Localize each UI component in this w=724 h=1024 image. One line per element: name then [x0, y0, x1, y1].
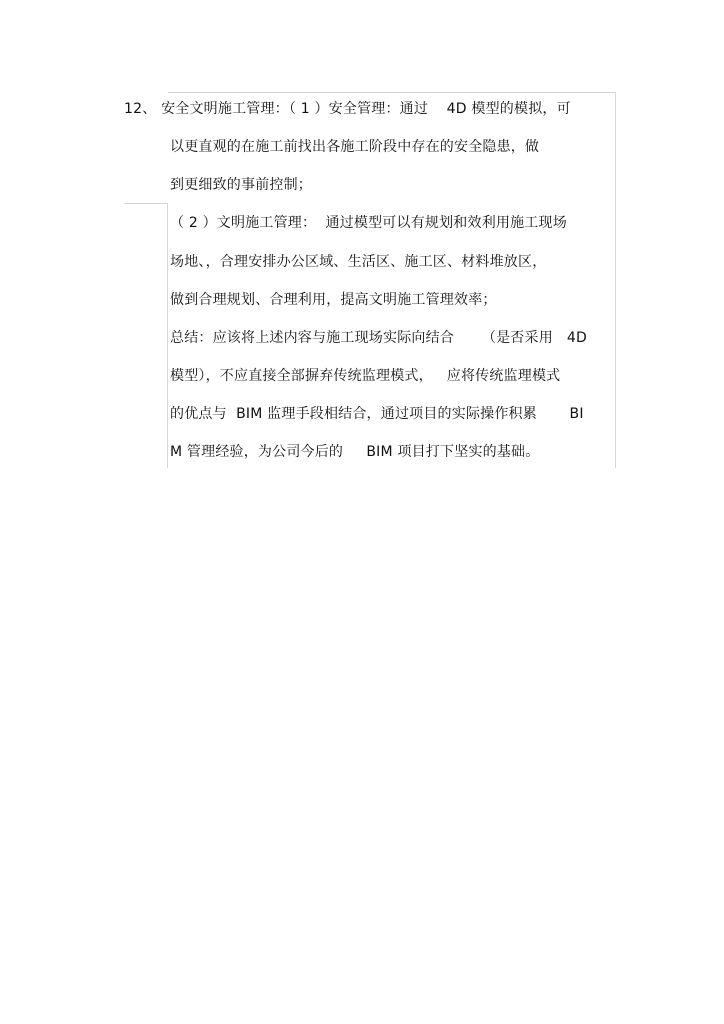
text-line-9: 的优点与 BIM 监理手段相结合，通过项目的实际操作积累 BI: [170, 406, 584, 422]
text-line-6: 做到合理规划、合理利用，提高文明施工管理效率；: [170, 292, 497, 308]
text-line-1: 12、 安全文明施工管理：（ 1 ）安全管理：通过 4D 模型的模拟，可: [124, 101, 571, 117]
table-rule-left: [167, 203, 168, 468]
text-line-7: 总结：应该将上述内容与施工现场实际向结合 （是否采用 4D: [170, 330, 587, 346]
text-line-4: （ 2 ）文明施工管理： 通过模型可以有规划和效利用施工现场: [170, 215, 567, 231]
text-line-8: 模型），不应直接全部摒弃传统监理模式， 应将传统监理模式: [170, 368, 561, 384]
text-line-3: 到更细致的事前控制；: [170, 177, 312, 193]
table-rule-right: [615, 92, 616, 468]
text-line-10: M 管理经验，为公司今后的 BIM 项目打下坚实的基础。: [170, 444, 540, 460]
table-rule-mid: [124, 203, 168, 204]
text-line-2: 以更直观的在施工前找出各施工阶段中存在的安全隐患，做: [170, 139, 540, 155]
text-line-5: 场地、，合理安排办公区域、生活区、施工区、材料堆放区，: [170, 254, 547, 270]
table-rule-top: [168, 92, 616, 93]
